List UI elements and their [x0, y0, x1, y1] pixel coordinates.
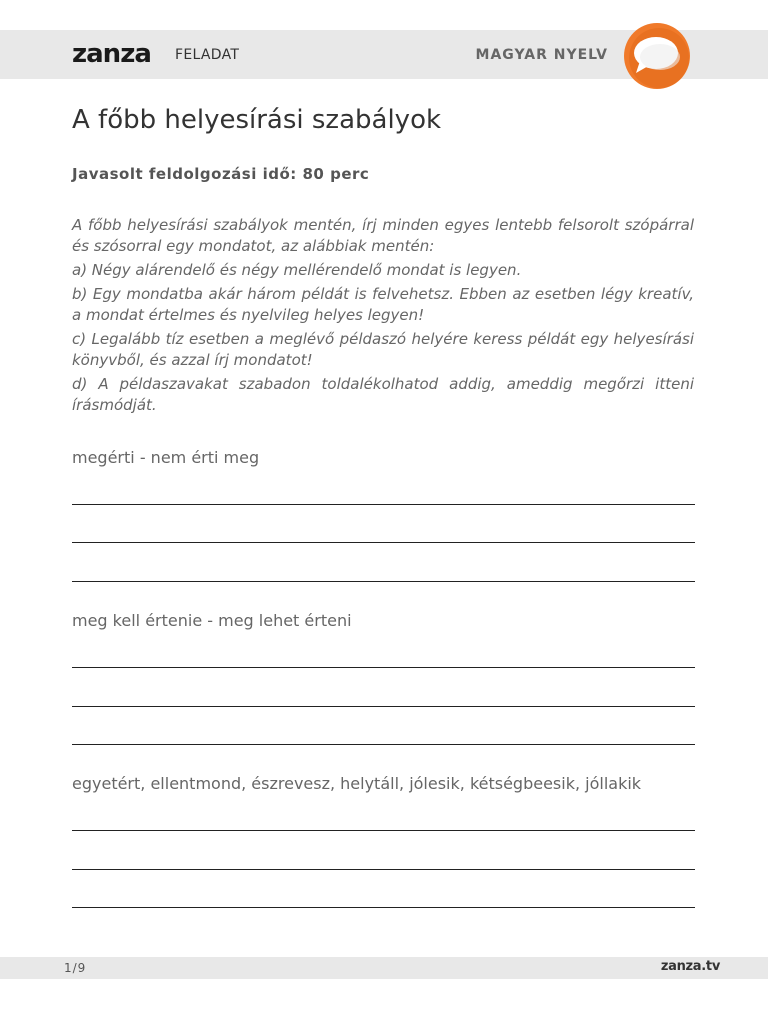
- footer-bar: [0, 957, 768, 979]
- answer-line[interactable]: [72, 869, 695, 870]
- exercise-prompt: egyetért, ellentmond, észrevesz, helytáll, jólesik, kétségbeesik, jóllakik: [72, 774, 642, 793]
- answer-line[interactable]: [72, 907, 695, 908]
- site-logo[interactable]: zanza.tv: [660, 959, 720, 974]
- instruction-b: b) Egy mondatba akár három példát is felvehetsz. Ebben az esetben légy kreatív, a mondat értelmes és nyelvileg helyes legyen!: [72, 285, 694, 324]
- instructions: [72, 215, 694, 419]
- answer-line[interactable]: [72, 830, 695, 831]
- document-type-label: FELADAT: [175, 47, 240, 63]
- instruction-c: c) Legalább tíz esetben a meglévő példaszó helyére keress példát egy helyesírási könyvből, és azzal írj mondatot!: [72, 330, 694, 369]
- zanza-logo: zanza: [72, 39, 151, 69]
- answer-line[interactable]: [72, 504, 695, 505]
- instruction-d: d) A példaszavakat szabadon toldalékolhatod addig, ameddig megőrzi itteni írásmódját.: [72, 375, 694, 414]
- processing-time: Javasolt feldolgozási idő: 80 perc: [72, 165, 370, 183]
- answer-line[interactable]: [72, 667, 695, 668]
- answer-line[interactable]: [72, 744, 695, 745]
- subject-label: MAGYAR NYELV: [475, 47, 608, 63]
- answer-line[interactable]: [72, 542, 695, 543]
- exercise-prompt: megérti - nem érti meg: [72, 448, 260, 467]
- answer-line[interactable]: [72, 706, 695, 707]
- page-title: A főbb helyesírási szabályok: [72, 105, 442, 135]
- page-number: 1/9: [64, 961, 87, 975]
- exercise-prompt: meg kell értenie - meg lehet érteni: [72, 611, 352, 630]
- instruction-a: a) Négy alárendelő és négy mellérendelő mondat is legyen.: [72, 261, 522, 279]
- instruction-intro: A főbb helyesírási szabályok mentén, írj minden egyes lentebb felsorolt szópárral és szósorral egy mondatot, az alábbiak mentén:: [72, 216, 694, 255]
- speech-bubble-icon: [622, 23, 692, 89]
- answer-line[interactable]: [72, 581, 695, 582]
